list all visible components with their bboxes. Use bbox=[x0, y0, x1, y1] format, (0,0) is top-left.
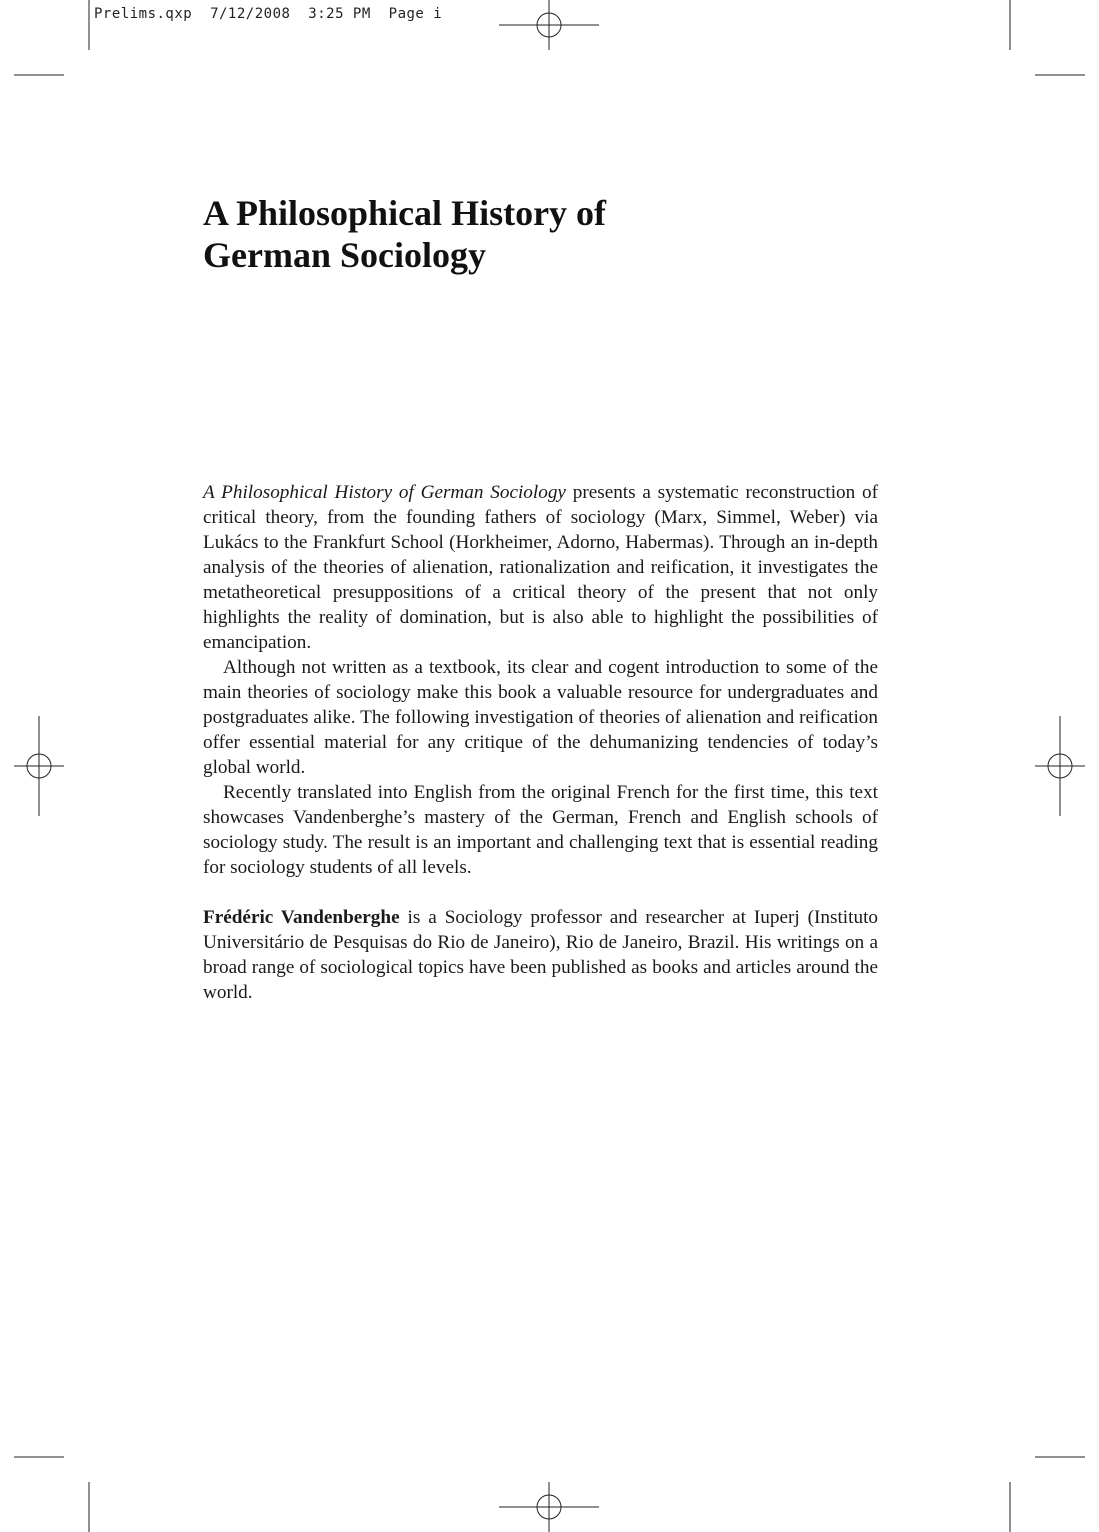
blurb-book-title-italic: A Philosophical History of German Sociology bbox=[203, 482, 566, 503]
blurb-paragraph-2: Although not written as a textbook, its clear and cogent introduction to some of the main theories of sociology make this book a valuable resource for undergraduates and postgraduates alike. The following investigation of theories of alienation and reification offer essential material for any critique of the dehumanizing tendencies of today’s global world. bbox=[203, 657, 878, 778]
blurb-paragraph-1 bbox=[203, 480, 878, 655]
blurb-paragraph-3: Recently translated into English from the original French for the first time, this text showcases Vandenberghe’s mastery of the German, French and English schools of sociology study. The result is an important and challenging text that is essential reading for sociology students of all levels. bbox=[203, 782, 878, 878]
book-title-line-2: German Sociology bbox=[203, 235, 486, 275]
registration-mark-left bbox=[14, 716, 64, 816]
book-title-line-1: A Philosophical History of bbox=[203, 193, 607, 233]
registration-mark-right bbox=[1035, 716, 1085, 816]
blurb-paragraph-1-text: presents a systematic reconstruction of critical theory, from the founding fathers of sociology (Marx, Simmel, Weber) via Lukács to the Frankfurt School (Horkheimer, Adorno, Habermas). Through an in-depth analysis of the theories of alienation, rationalization and reification, it investigates the metatheoretical presuppositions of a critical theory of the present that not only highlights the reality of domination, but is also able to highlight the possibilities of emancipation. bbox=[203, 482, 878, 653]
author-name: Frédéric Vandenberghe bbox=[203, 907, 400, 928]
book-title bbox=[203, 192, 803, 276]
registration-mark-top bbox=[499, 0, 599, 50]
registration-mark-bottom bbox=[499, 1482, 599, 1532]
print-slug-line: Prelims.qxp 7/12/2008 3:25 PM Page i bbox=[94, 6, 443, 22]
author-bio bbox=[203, 905, 878, 1005]
blurb-text bbox=[203, 480, 878, 1005]
author-bio-text: is a Sociology professor and researcher at Iuperj (Instituto Universitário de Pesquisas do Rio de Janeiro), Rio de Janeiro, Brazil. His writings on a broad range of sociological topics have been published as books and articles around the world. bbox=[203, 907, 878, 1003]
